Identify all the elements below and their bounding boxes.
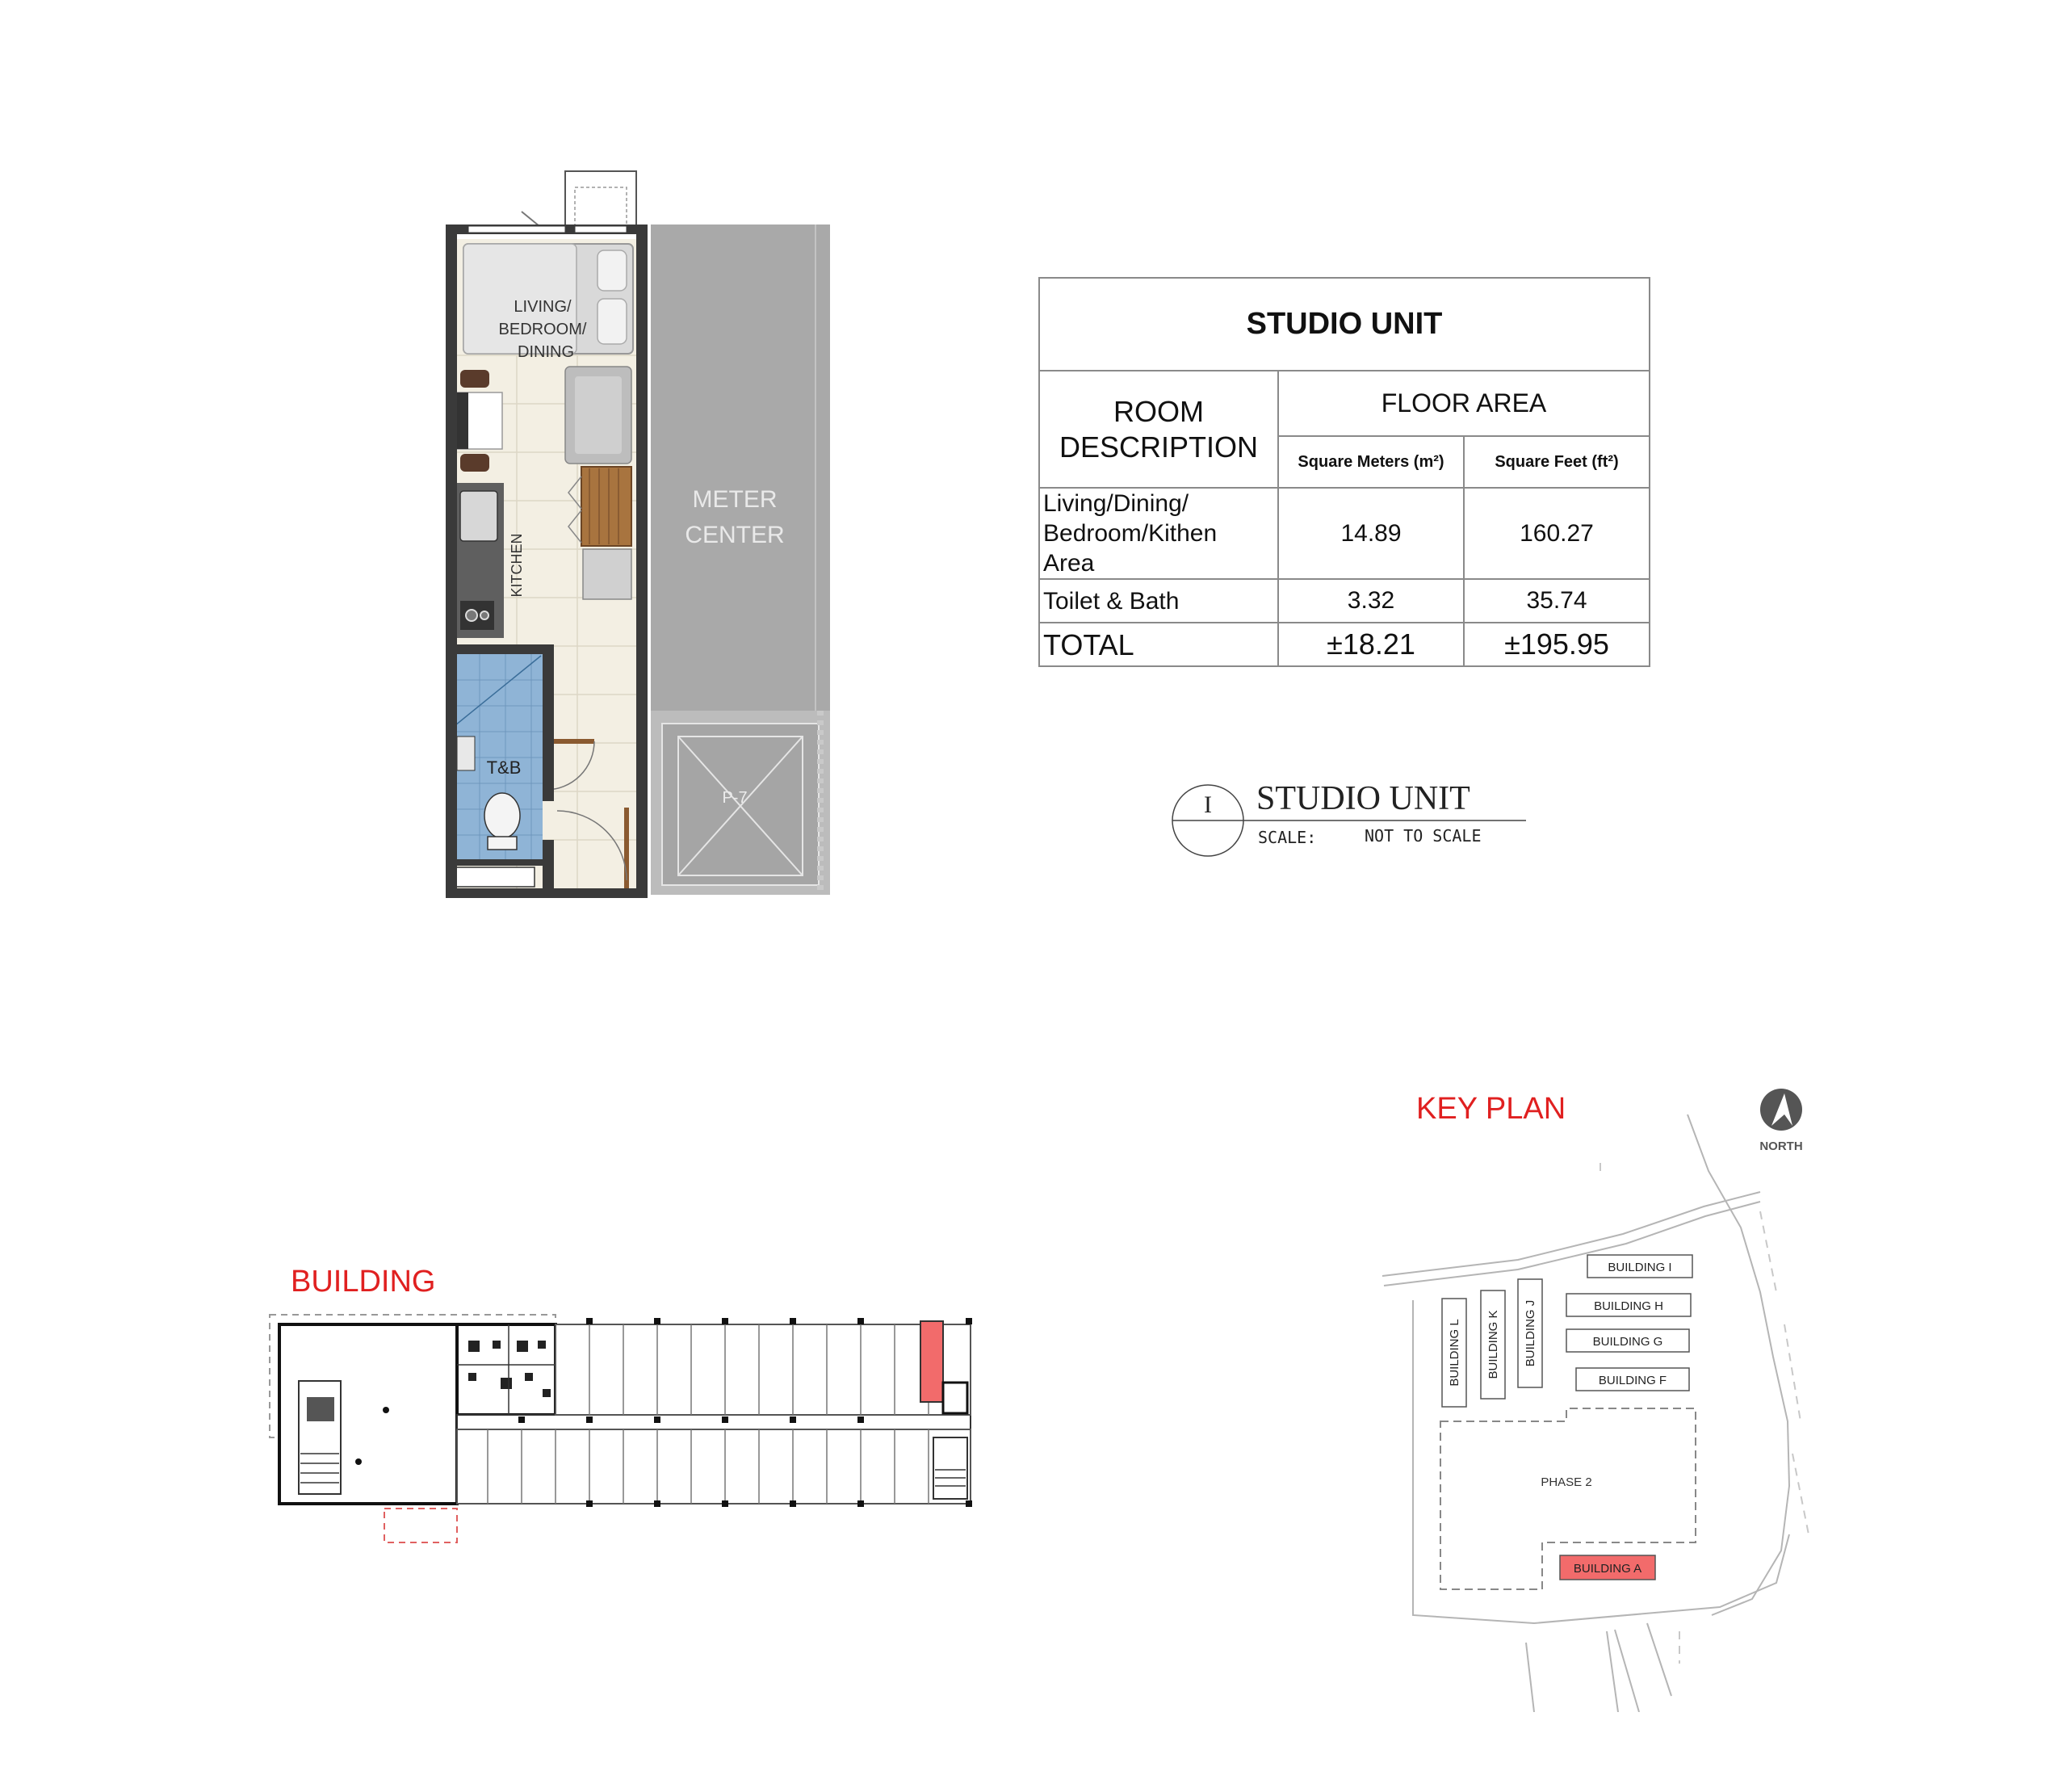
total-sqft: ±195.95 <box>1464 623 1650 666</box>
building-j-label: BUILDING J <box>1524 1299 1537 1367</box>
building-g-label: BUILDING G <box>1592 1335 1663 1349</box>
floor-area-header: FLOOR AREA <box>1278 371 1650 436</box>
total-label: TOTAL <box>1039 623 1278 666</box>
sqm-header: Square Meters (m²) <box>1278 436 1464 488</box>
row-description: Living/Dining/ Bedroom/Kithen Area <box>1039 488 1278 579</box>
svg-text:CENTER: CENTER <box>685 522 785 548</box>
studio-floor-plan <box>436 162 856 913</box>
building-h-label: BUILDING H <box>1594 1299 1663 1313</box>
svg-text:METER: METER <box>692 486 778 513</box>
drawing-title-block <box>1163 775 1534 864</box>
svg-text:DINING: DINING <box>518 343 574 361</box>
total-row <box>1039 623 1650 666</box>
tb-label: T&B <box>486 758 522 778</box>
total-sqm: ±18.21 <box>1278 623 1464 666</box>
scale-label: SCALE: <box>1258 828 1317 847</box>
building-f-label: BUILDING F <box>1598 1374 1667 1387</box>
building-k-label: BUILDING K <box>1486 1310 1500 1379</box>
phase-2-label: PHASE 2 <box>1541 1475 1592 1489</box>
sqft-header: Square Feet (ft²) <box>1464 436 1650 488</box>
drawing-title: STUDIO UNIT <box>1256 780 1470 817</box>
north-label: NORTH <box>1759 1139 1803 1153</box>
drawing-number: I <box>1204 791 1212 818</box>
key-plan-map <box>1373 1114 1825 1712</box>
table-title: STUDIO UNIT <box>1039 278 1650 371</box>
row-sqm: 3.32 <box>1278 579 1464 623</box>
scale-value: NOT TO SCALE <box>1365 826 1482 846</box>
building-plan <box>258 1308 985 1567</box>
highlighted-unit <box>920 1321 943 1402</box>
row-sqm: 14.89 <box>1278 488 1464 579</box>
table-row <box>1039 488 1650 579</box>
room-description-header: ROOM DESCRIPTION <box>1039 371 1278 488</box>
building-title: BUILDING <box>291 1265 436 1299</box>
elevator-label: P-7 <box>722 789 748 807</box>
key-plan-title: KEY PLAN <box>1416 1092 1566 1126</box>
building-a-label: BUILDING A <box>1573 1562 1642 1576</box>
area-table <box>1038 277 1649 661</box>
table-row <box>1039 579 1650 623</box>
building-l-label: BUILDING L <box>1448 1319 1461 1387</box>
row-description: Toilet & Bath <box>1039 579 1278 623</box>
building-i-label: BUILDING I <box>1608 1261 1672 1274</box>
kitchen-label: KITCHEN <box>509 533 525 598</box>
row-sqft: 35.74 <box>1464 579 1650 623</box>
svg-text:LIVING/: LIVING/ <box>514 298 572 316</box>
row-sqft: 160.27 <box>1464 488 1650 579</box>
svg-text:BEDROOM/: BEDROOM/ <box>498 321 587 338</box>
